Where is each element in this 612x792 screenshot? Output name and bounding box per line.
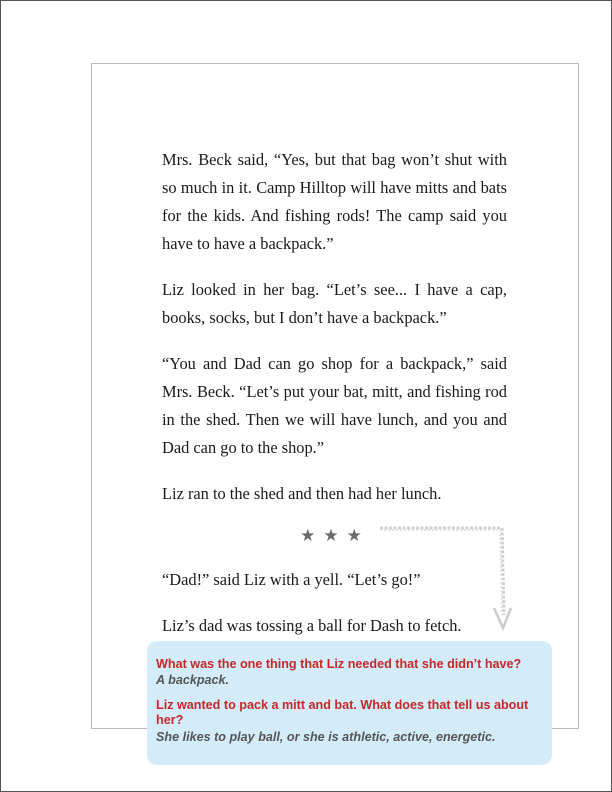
- answer-2: She likes to play ball, or she is athletic, active, energetic.: [156, 730, 496, 744]
- story-text: [162, 146, 507, 526]
- story-paragraph-5: “Dad!” said Liz with a yell. “Let’s go!”: [162, 570, 421, 589]
- story-paragraph-2: Liz looked in her bag. “Let’s see... I have a cap, books, socks, but I don’t have a backpack.”: [162, 280, 507, 327]
- story-paragraph-3: “You and Dad can go shop for a backpack,” said Mrs. Beck. “Let’s put your bat, mitt, and fishing rod in the shed. Then we will have lunch, and you and Dad can go to the shop.”: [162, 354, 507, 457]
- chalk-arrow-icon: [378, 520, 518, 635]
- question-2: Liz wanted to pack a mitt and bat. What does that tell us about her?: [156, 698, 529, 727]
- teacher-callout-box: [147, 641, 552, 765]
- story-paragraph-6: Liz’s dad was tossing a ball for Dash to fetch.: [162, 616, 462, 635]
- question-1: What was the one thing that Liz needed that she didn’t have?: [156, 657, 522, 671]
- answer-1: A backpack.: [156, 673, 230, 687]
- story-paragraph-1: Mrs. Beck said, “Yes, but that bag won’t shut with so much in it. Camp Hilltop will have mitts and bats for the kids. And fishing rods! The camp said you have to have a backpack.”: [162, 150, 507, 253]
- section-separator-stars: ★★★: [300, 526, 370, 546]
- story-paragraph-4: Liz ran to the shed and then had her lunch.: [162, 484, 442, 503]
